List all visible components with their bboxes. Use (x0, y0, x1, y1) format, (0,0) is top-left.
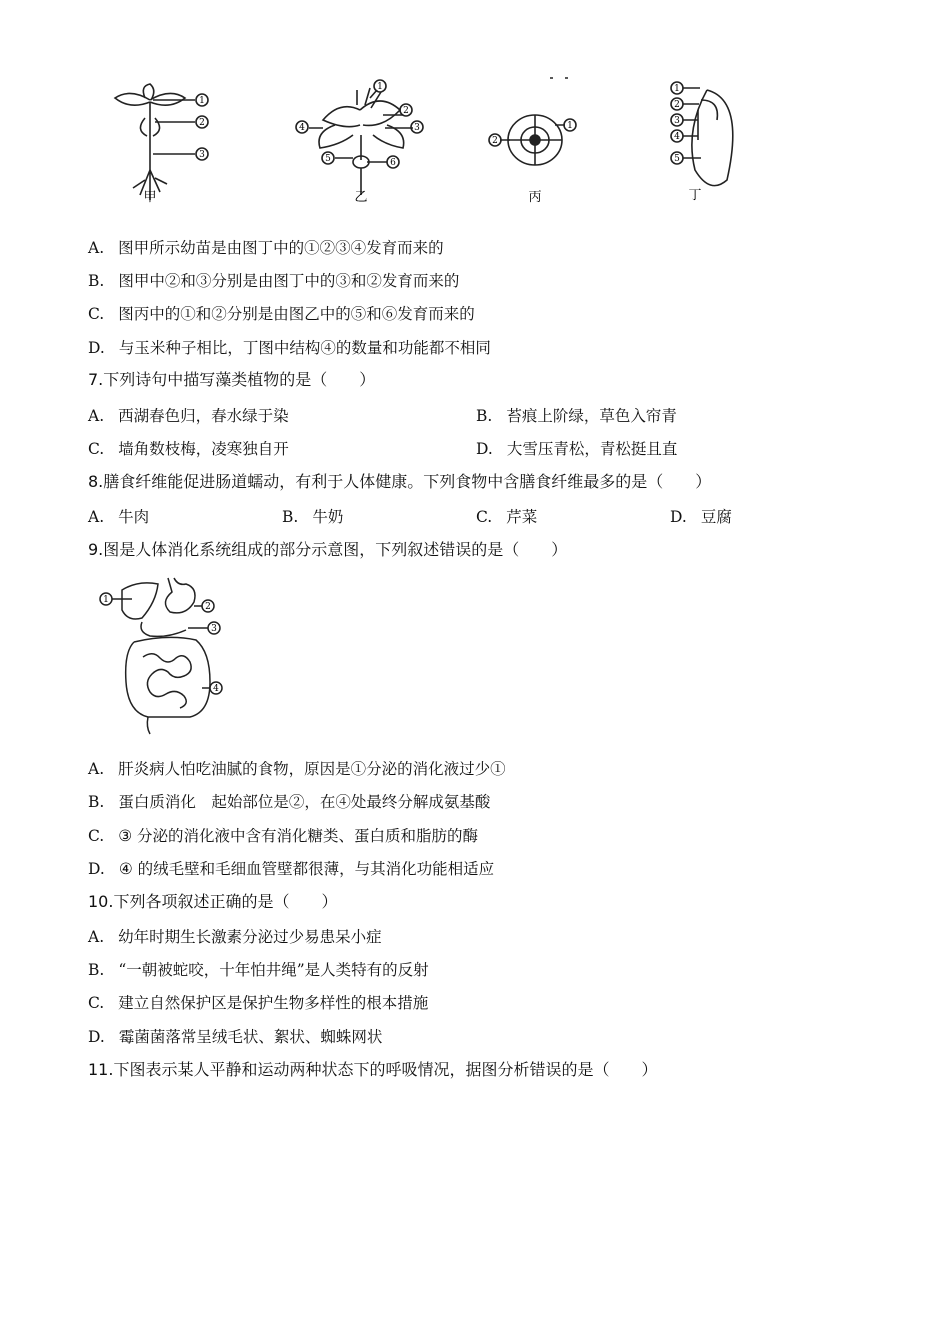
seed-mark-4: 4 (674, 132, 680, 142)
digestive-mark-2: 2 (205, 602, 211, 612)
q6-option-b (88, 271, 459, 291)
option-text: 与玉米种子相比，丁图中结构④的数量和功能都不相同 (118, 339, 491, 357)
seedling-mark-1: 1 (199, 96, 205, 106)
option-text: 肝炎病人怕吃油腻的食物，原因是①分泌的消化液过少① (118, 760, 506, 778)
flower-mark-5: 5 (325, 154, 331, 164)
option-letter: B. (476, 407, 493, 425)
option-letter: C. (88, 827, 105, 845)
q10-option-d (88, 1027, 382, 1047)
option-text: 图甲中②和③分别是由图丁中的③和②发育而来的 (118, 272, 460, 290)
q10-option-c (88, 993, 428, 1013)
question-text: 膳食纤维能促进肠道蠕动，有利于人体健康。下列食物中含膳食纤维最多的是（ ） (103, 472, 712, 491)
seed-mark-2: 2 (674, 100, 680, 110)
q9-option-d (88, 859, 494, 879)
stem-mark-2: 2 (492, 136, 498, 146)
figure-label-jia: 甲 (143, 190, 157, 205)
plant-figures (95, 70, 745, 215)
question-text: 图是人体消化系统组成的部分示意图，下列叙述错误的是（ ） (103, 540, 568, 559)
option-text: 图甲所示幼苗是由图丁中的①②③④发育而来的 (118, 239, 444, 257)
question-9-stem (88, 540, 567, 560)
option-letter: D. (670, 508, 687, 526)
question-7-stem (88, 370, 375, 390)
digestive-mark-1: 1 (103, 595, 109, 605)
option-text: 大雪压青松，青松挺且直 (506, 440, 678, 458)
question-10-stem (88, 892, 337, 912)
q6-option-d (88, 338, 491, 358)
q8-option-d (670, 507, 732, 527)
question-number: 7. (88, 370, 104, 389)
option-letter: D. (88, 1028, 105, 1046)
flower-mark-3: 3 (414, 123, 420, 133)
flower-mark-4: 4 (299, 123, 305, 133)
seed-mark-5: 5 (674, 154, 680, 164)
q8-option-c (476, 507, 537, 527)
q6-option-a (88, 238, 444, 258)
question-8-stem (88, 472, 711, 492)
figure-label-bing: 丙 (528, 190, 542, 205)
q6-option-c (88, 304, 475, 324)
option-text: 牛肉 (118, 508, 150, 526)
q7-option-c (88, 439, 289, 459)
option-text: 图丙中的①和②分别是由图乙中的⑤和⑥发育而来的 (118, 305, 475, 323)
seed-mark-1: 1 (674, 84, 680, 94)
q9-option-c (88, 826, 478, 846)
option-letter: A. (88, 239, 105, 257)
question-number: 10. (88, 892, 114, 911)
q8-option-b (282, 507, 343, 527)
option-letter: A. (88, 760, 105, 778)
option-letter: C. (88, 305, 105, 323)
q7-option-b (476, 406, 677, 426)
option-letter: B. (88, 961, 105, 979)
option-letter: D. (88, 860, 105, 878)
flower-mark-6: 6 (390, 158, 396, 168)
flower-mark-1: 1 (377, 82, 383, 92)
seed-mark-3: 3 (674, 116, 680, 126)
option-text: “一朝被蛇咬，十年怕井绳”是人类特有的反射 (118, 961, 429, 979)
option-text: 幼年时期生长激素分泌过少易患呆小症 (118, 928, 382, 946)
seedling-mark-2: 2 (199, 118, 205, 128)
question-text: 下图表示某人平静和运动两种状态下的呼吸情况，据图分析错误的是（ ） (113, 1060, 658, 1079)
option-text: 西湖春色归，春水绿于染 (118, 407, 289, 425)
option-letter: C. (88, 440, 105, 458)
option-text: 蛋白质消化 起始部位是②，在④处最终分解成氨基酸 (118, 793, 491, 811)
option-text: 墙角数枝梅，凌寒独自开 (118, 440, 289, 458)
option-text: 建立自然保护区是保护生物多样性的根本措施 (118, 994, 429, 1012)
stem-section-figure (489, 78, 576, 165)
option-letter: B. (282, 508, 299, 526)
q10-option-a (88, 927, 382, 947)
seedling-figure (115, 84, 208, 200)
flower-mark-2: 2 (403, 106, 409, 116)
option-letter: C. (476, 508, 493, 526)
q7-option-a (88, 406, 289, 426)
option-text: ③ 分泌的消化液中含有消化糖类、蛋白质和脂肪的酶 (118, 827, 479, 845)
option-text: 芹菜 (506, 508, 538, 526)
option-letter: B. (88, 793, 105, 811)
option-text: 豆腐 (700, 508, 732, 526)
digestive-system-figure (98, 572, 243, 742)
question-number: 11. (88, 1060, 114, 1079)
flower-figure (296, 80, 423, 195)
option-letter: A. (88, 508, 105, 526)
figure-label-yi: 乙 (354, 190, 368, 205)
option-text: ④ 的绒毛壁和毛细血管壁都很薄，与其消化功能相适应 (118, 860, 495, 878)
stem-mark-1: 1 (567, 121, 573, 131)
q10-option-b (88, 960, 429, 980)
option-text: 苔痕上阶绿，草色入帘青 (506, 407, 677, 425)
question-number: 8. (88, 472, 104, 491)
digestive-mark-3: 3 (211, 624, 217, 634)
option-letter: B. (88, 272, 105, 290)
option-text: 霉菌菌落常呈绒毛状、絮状、蜘蛛网状 (118, 1028, 383, 1046)
figure-label-ding: 丁 (688, 188, 702, 203)
option-text: 牛奶 (312, 508, 344, 526)
question-text: 下列诗句中描写藻类植物的是（ ） (103, 370, 376, 389)
q7-option-d (476, 439, 677, 459)
q8-option-a (88, 507, 149, 527)
question-11-stem (88, 1060, 657, 1080)
digestive-mark-4: 4 (213, 684, 219, 694)
q9-option-a (88, 759, 506, 779)
option-letter: D. (88, 339, 105, 357)
option-letter: C. (88, 994, 105, 1012)
option-letter: A. (88, 407, 105, 425)
question-text: 下列各项叙述正确的是（ ） (113, 892, 338, 911)
seed-figure (671, 82, 733, 186)
q9-option-b (88, 792, 490, 812)
seedling-mark-3: 3 (199, 150, 205, 160)
question-number: 9. (88, 540, 104, 559)
option-letter: A. (88, 928, 105, 946)
option-letter: D. (476, 440, 493, 458)
